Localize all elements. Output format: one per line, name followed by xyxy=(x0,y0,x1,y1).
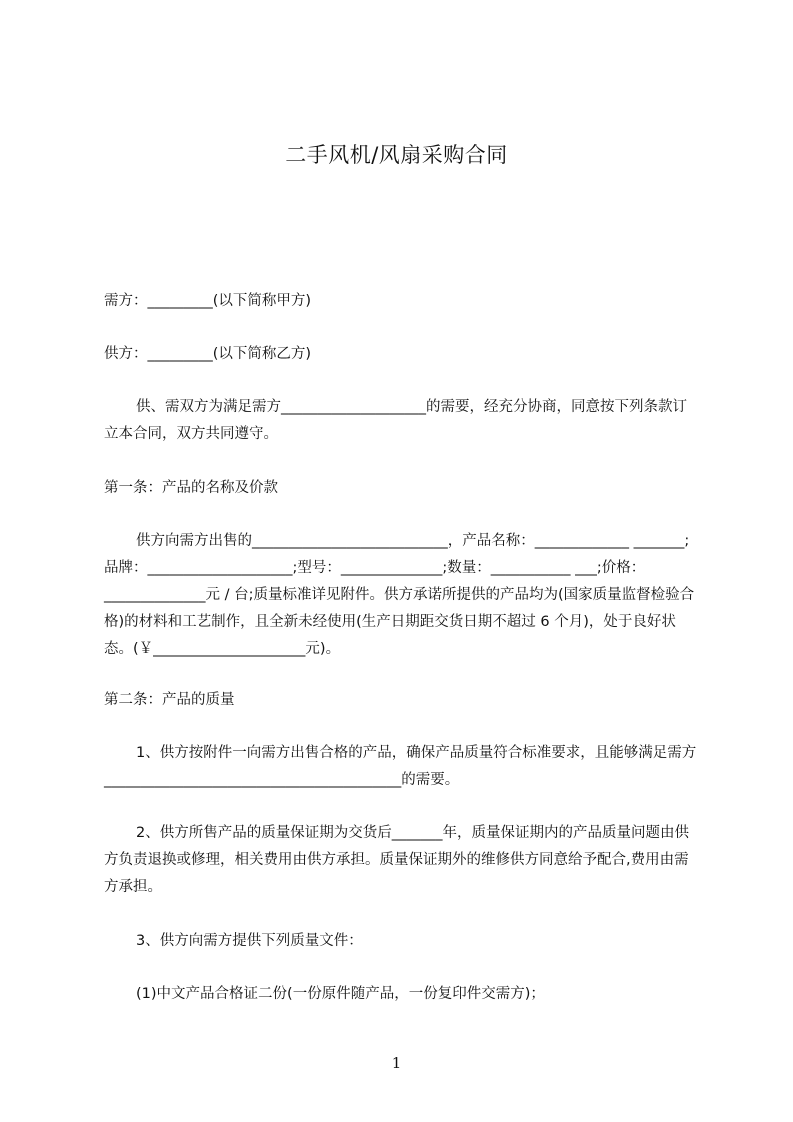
article-1-body: 供方向需方出售的___________________________，产品名称：_____________ _______;品牌：____________________;型号：______________;数量：___________ ___;价格：______________元 / 台;质量标准详见附件。供方承诺所提供的产品均为(国家质量监督检验合格)的材料和工艺制作，且全新未经使用(生产日期距交货日期不超过 6 个月)，处于良好状态。(￥_____________________元)。 xyxy=(104,533,695,657)
document-title: 二手风机/风扇采购合同 xyxy=(285,143,508,167)
page-number: 1 xyxy=(391,1054,402,1072)
article-2-heading: 第二条：产品的质量 xyxy=(104,692,235,708)
article-2-clause-2: 2、供方所售产品的质量保证期为交货后_______年，质量保证期内的产品质量问题由供方负责退换或修理，相关费用由供方承担。质量保证期外的维修供方同意给予配合,费用由需方承担。 xyxy=(104,825,689,895)
intro-paragraph: 供、需双方为满足需方____________________的需要，经充分协商，同意按下列条款订立本合同，双方共同遵守。 xyxy=(104,399,687,442)
quality-document-item-1: (1)中文产品合格证二份(一份原件随产品，一份复印件交需方)； xyxy=(136,986,545,1002)
article-2-clause-1: 1、供方按附件一向需方出售合格的产品，确保产品质量符合标准要求，且能够满足需方_________________________________________的需要。 xyxy=(104,745,697,788)
article-2-clause-3: 3、供方向需方提供下列质量文件： xyxy=(136,933,363,949)
party-b-line: 供方：_________(以下简称乙方) xyxy=(104,346,312,362)
article-1-heading: 第一条：产品的名称及价款 xyxy=(104,480,278,496)
party-a-line: 需方：_________(以下简称甲方) xyxy=(104,293,312,309)
